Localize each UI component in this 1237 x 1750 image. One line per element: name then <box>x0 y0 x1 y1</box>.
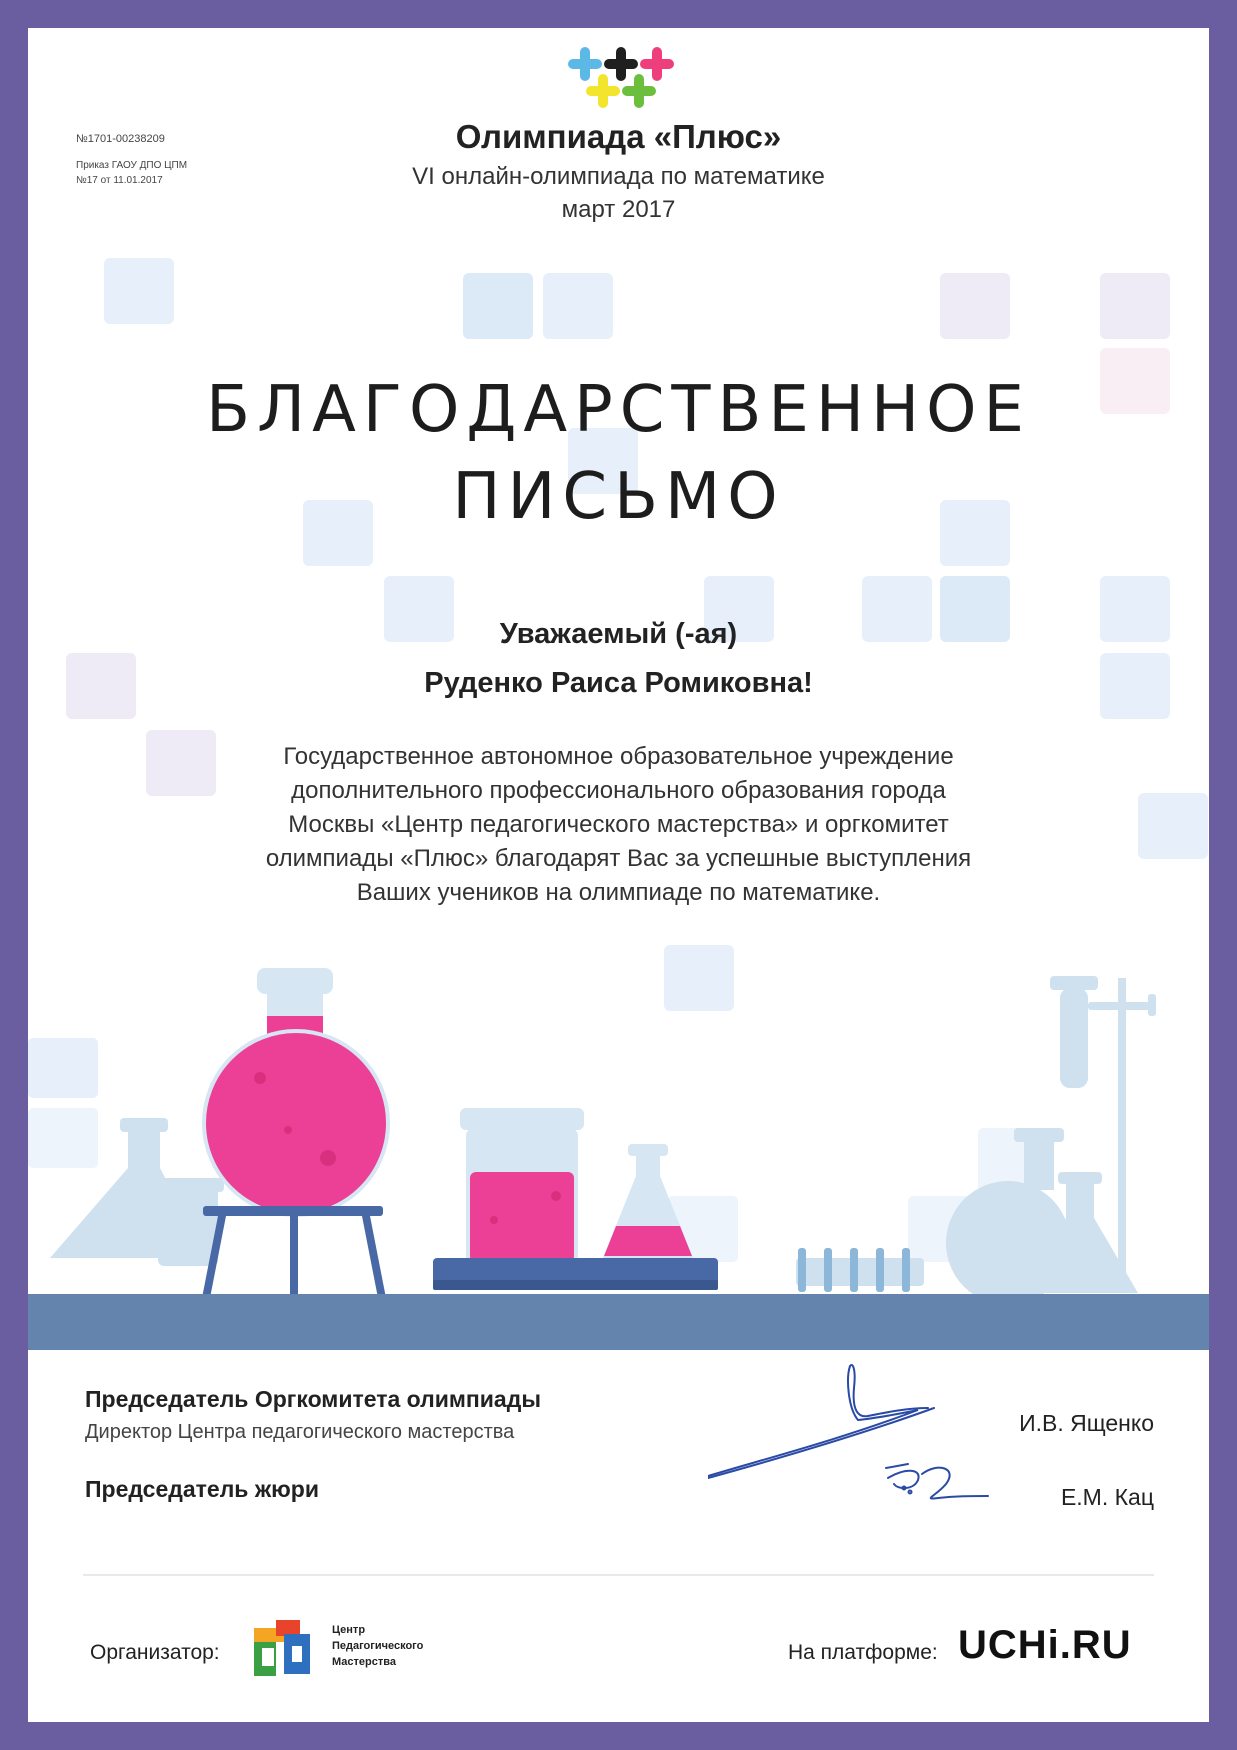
chairman-role: Председатель Оргкомитета олимпиады <box>85 1386 541 1412</box>
plus-green-icon <box>622 74 656 108</box>
body-line: Ваших учеников на олимпиаде по математике. <box>356 879 881 906</box>
organizer-name-line: Педагогического <box>332 1640 424 1652</box>
order-reference: Приказ ГАОУ ДПО ЦПМ <box>76 160 188 171</box>
plus-yellow-icon <box>586 74 620 108</box>
recipient-name: Руденко Раиса Ромиковна! <box>424 667 813 699</box>
jury-chairman-role: Председатель жюри <box>85 1476 319 1502</box>
cpm-logo-icon <box>254 1620 316 1682</box>
plus-black-icon <box>604 47 638 81</box>
bg-tile <box>104 258 174 324</box>
test-tubes-icon <box>796 1248 924 1292</box>
round-flask-icon <box>204 968 388 1215</box>
bg-glassware-right-icon <box>946 976 1156 1305</box>
body-line: Государственное автономное образовательное учреждение <box>283 743 954 770</box>
footer-divider <box>83 1574 1154 1576</box>
document-title-2: ПИСЬМО <box>452 460 785 534</box>
bg-tile <box>543 273 613 339</box>
olympiad-plus-logo <box>558 46 688 116</box>
bg-tile <box>463 273 533 339</box>
certificate-sheet <box>28 28 1209 1722</box>
greeting-salutation: Уважаемый (-ая) <box>499 618 738 650</box>
organizer-label: Организатор: <box>90 1641 220 1664</box>
laboratory-illustration <box>28 958 1209 1378</box>
organizer-name-line: Мастерства <box>332 1656 396 1668</box>
platform-label: На платформе: <box>788 1641 938 1664</box>
chairman-position: Директор Центра педагогического мастерства <box>85 1421 515 1443</box>
beaker-icon <box>460 1108 584 1266</box>
bg-tile <box>940 273 1010 339</box>
body-line: олимпиады «Плюс» благодарят Вас за успешные выступления <box>265 845 972 872</box>
signer-name-yashchenko: И.В. Ященко <box>1019 1410 1154 1436</box>
signature-yashchenko <box>708 1365 934 1478</box>
signer-name-kats: Е.М. Кац <box>1060 1484 1154 1510</box>
document-title: БЛАГОДАРСТВЕННОЕ <box>206 373 1031 447</box>
flask-stand-icon <box>196 1206 394 1301</box>
olympiad-subtitle: VI онлайн-олимпиада по математике <box>412 163 825 190</box>
plus-pink-icon <box>640 47 674 81</box>
signature-kats <box>886 1464 988 1498</box>
lab-table <box>28 1294 1209 1350</box>
olympiad-date: март 2017 <box>561 196 676 223</box>
bg-tile <box>1100 273 1170 339</box>
body-line: дополнительного профессионального образования города <box>291 777 946 804</box>
platform-logo: UCHi.RU <box>958 1623 1132 1667</box>
plus-blue-icon <box>568 47 602 81</box>
hotplate-icon <box>433 1258 718 1290</box>
organizer-name-line: Центр <box>332 1624 366 1636</box>
handwritten-signatures <box>708 1328 1028 1548</box>
body-line: Москвы «Центр педагогического мастерства» и оргкомитет <box>288 811 949 838</box>
olympiad-name: Олимпиада «Плюс» <box>455 118 782 155</box>
registration-number: №1701-00238209 <box>76 133 165 145</box>
order-reference-number: №17 от 11.01.2017 <box>76 175 163 186</box>
